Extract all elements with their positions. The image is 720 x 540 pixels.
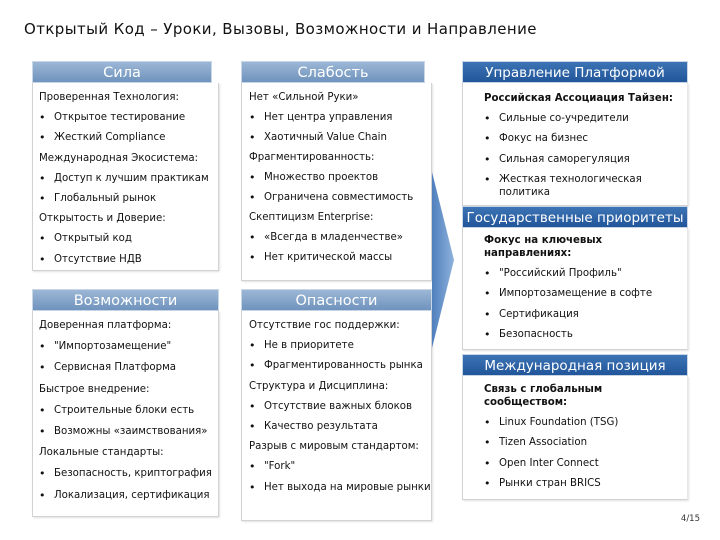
weakness-header: Слабость: [241, 61, 425, 83]
list-item: • Строительные блоки есть: [39, 404, 218, 417]
list-item: • Хаотичный Value Chain: [249, 131, 431, 144]
list-item: • Импортозамещение в софте: [484, 287, 683, 300]
list-heading: Фокус на ключевых направлениях:: [484, 235, 603, 259]
list-item: • Возможны «заимствования»: [39, 425, 218, 438]
platform-list: [463, 83, 687, 199]
weakness-panel: [241, 83, 432, 281]
international-list: [463, 376, 687, 490]
state-panel: [462, 228, 688, 350]
list-heading: Структура и Дисциплина:: [249, 380, 389, 392]
list-heading: Скептицизм Enterprise:: [249, 212, 374, 223]
list-item: • Фокус на бизнес: [484, 132, 683, 145]
list-heading: Локальные стандарты:: [39, 447, 164, 459]
list-item: • Linux Foundation (TSG): [484, 416, 683, 429]
list-heading: Отсутствие гос поддержки:: [249, 320, 400, 331]
list-item: • Жесткая технологическая политика: [484, 173, 683, 199]
strength-panel: [32, 83, 219, 271]
list-item: • Доступ к лучшим практикам: [39, 172, 218, 185]
list-item: • "Импортозамещение": [39, 340, 218, 353]
list-heading: Проверенная Технология:: [39, 92, 179, 103]
opportunities-list: [33, 311, 218, 502]
page-number: 4/15: [680, 514, 700, 524]
list-item: • Глобальный рынок: [39, 192, 218, 205]
state-header: Государственные приоритеты: [462, 206, 688, 228]
international-panel: [462, 376, 688, 500]
list-item: • "Fork": [249, 460, 431, 473]
list-item: • Открытое тестирование: [39, 111, 218, 124]
list-item: • Открытый код: [39, 232, 218, 245]
list-item: • Сервисная Платформа: [39, 361, 218, 374]
strength-header: Сила: [32, 61, 212, 83]
list-item: • Не в приоритете: [249, 339, 431, 352]
page-title: Открытый Код – Уроки, Вызовы, Возможности и Направление: [24, 20, 537, 38]
list-item: • Сильные со-учредители: [484, 112, 683, 125]
list-item: • Безопасность: [484, 328, 683, 341]
list-item: • Фрагментированность рынка: [249, 359, 431, 372]
threats-header: Опасности: [241, 289, 432, 311]
list-heading: Разрыв с мировым стандартом:: [249, 441, 419, 453]
opportunities-header: Возможности: [32, 289, 219, 311]
list-item: • Отсутствие важных блоков: [249, 400, 431, 413]
list-item: • Жесткий Compliance: [39, 131, 218, 144]
list-heading: Российская Ассоциация Тайзен:: [484, 93, 673, 104]
list-heading: Нет «Сильной Руки»: [249, 92, 359, 103]
list-item: • Нет выхода на мировые рынки: [249, 481, 431, 494]
list-item: • Множество проектов: [249, 171, 431, 184]
list-heading: Открытость и Доверие:: [39, 213, 166, 225]
state-list: [463, 228, 687, 341]
list-item: • Сертификация: [484, 308, 683, 321]
list-heading: Быстрое внедрение:: [39, 383, 150, 395]
list-item: • Сильная саморегуляция: [484, 153, 683, 166]
threats-panel: [241, 311, 432, 521]
list-item: • Локализация, сертификация: [39, 489, 218, 502]
list-item: • Отсутствие НДВ: [39, 253, 218, 266]
international-header: Международная позиция: [462, 354, 688, 376]
platform-panel: [462, 83, 688, 206]
list-item: • Ограничена совместимость: [249, 191, 431, 204]
list-item: • Безопасность, криптография: [39, 467, 218, 480]
list-item: • Open Inter Connect: [484, 457, 683, 470]
list-item: • «Всегда в младенчестве»: [249, 231, 431, 244]
opportunities-panel: [32, 311, 219, 517]
platform-header: Управление Платформой: [462, 61, 688, 83]
list-heading: Связь с глобальным сообществом:: [484, 384, 603, 408]
list-item: • Tizen Association: [484, 436, 683, 449]
list-item: • "Российский Профиль": [484, 267, 683, 280]
threats-list: [242, 311, 431, 494]
list-heading: Доверенная платформа:: [39, 320, 172, 331]
weakness-list: [242, 83, 431, 264]
list-heading: Фрагментированность:: [249, 152, 375, 163]
arrow-right-icon: [430, 172, 456, 348]
list-heading: Международная Экосистема:: [39, 152, 199, 164]
list-item: • Нет центра управления: [249, 111, 431, 124]
list-item: • Нет критической массы: [249, 251, 431, 264]
list-item: • Качество результата: [249, 420, 431, 433]
strength-list: [33, 83, 218, 266]
list-item: • Рынки стран BRICS: [484, 477, 683, 490]
